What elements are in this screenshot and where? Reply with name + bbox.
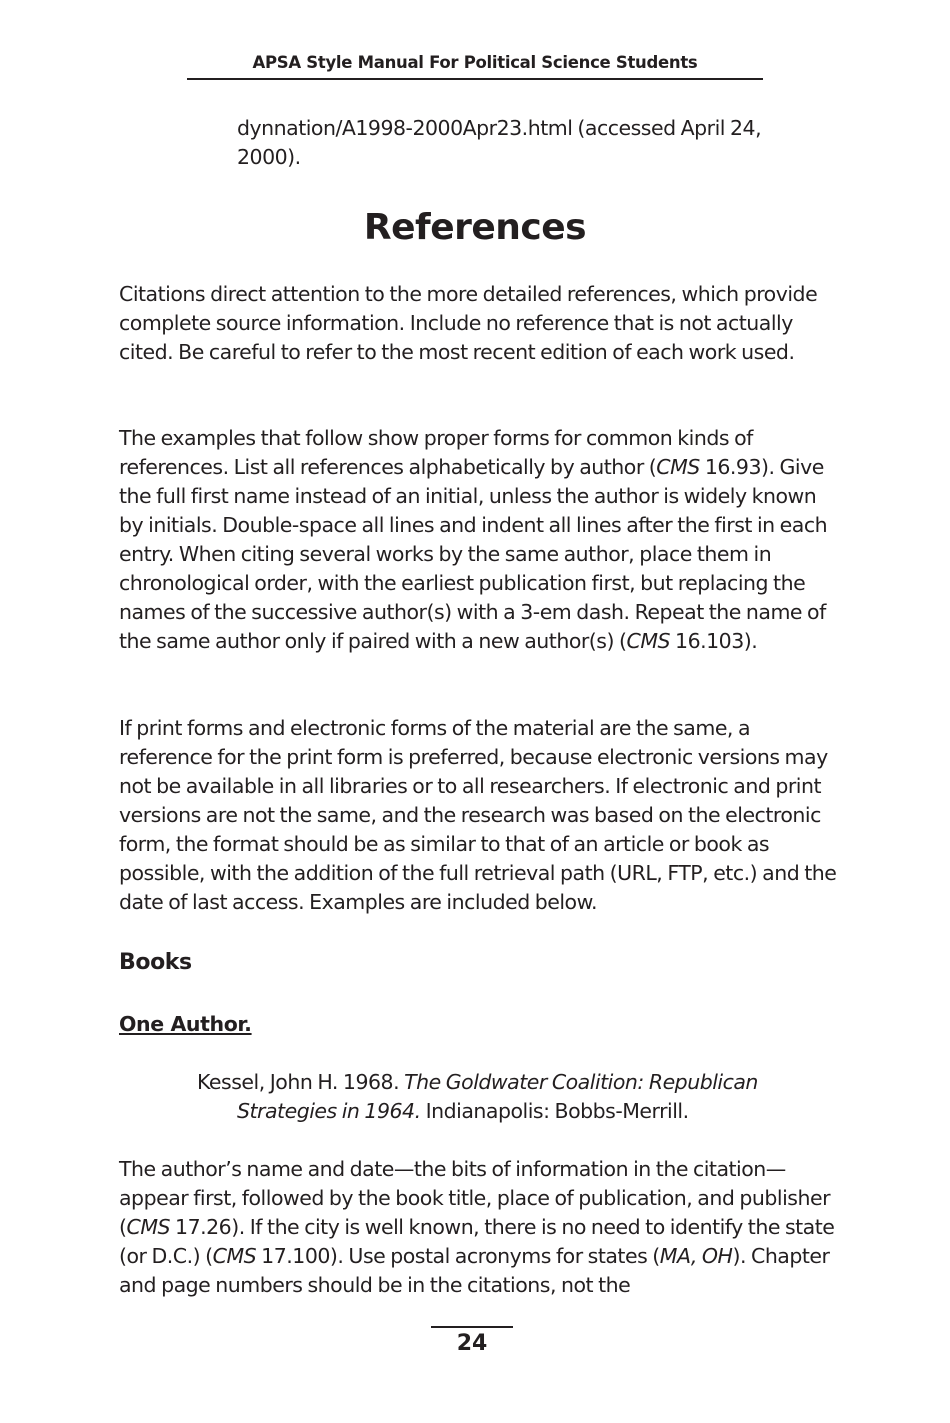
paragraph-print-electronic: If print forms and electronic forms of the material are the same, a reference for the print form is preferred, because electronic versions may not be available in all libraries or to all researchers. If electronic and print versions are not the same, and the research was based on the electronic form, the format should be as similar to that of an article or book as possible, with the addition of the full retrieval path (URL, FTP, etc.) and the date of last access. Examples are included below. bbox=[119, 716, 837, 914]
header-rule bbox=[187, 78, 763, 80]
paragraph-author-name-text-c: 17.100). Use postal acronyms for states ( bbox=[256, 1244, 660, 1268]
running-header: APSA Style Manual For Political Science Students bbox=[252, 53, 698, 72]
cms-abbrev: CMS bbox=[656, 455, 700, 479]
reference-example bbox=[197, 1068, 837, 1126]
cms-abbrev: CMS bbox=[626, 629, 671, 653]
paragraph-author-name bbox=[119, 1155, 839, 1300]
paragraph-author-name-text-d: ). Chapter and page numbers should be in the citations, not the bbox=[119, 1244, 830, 1297]
state-acronyms: MA, OH bbox=[659, 1244, 733, 1268]
section-title: References bbox=[363, 207, 587, 248]
page-number: 24 bbox=[456, 1331, 488, 1356]
paragraph-citations: Citations direct attention to the more detailed references, which provide complete source information. Include no reference that is not actually cited. Be careful to refer to the most recent edition of each work used. bbox=[119, 282, 818, 364]
continuation-text: dynnation/A1998-2000Apr23.html (accessed April 24, 2000). bbox=[237, 116, 762, 169]
reference-author-date: Kessel, John H. 1968. bbox=[197, 1070, 405, 1094]
footer-rule bbox=[431, 1326, 513, 1328]
paragraph-author-name-text-a: The author’s name and date—the bits of information in the citation—appear first, followed by the book title, place of publication, and publisher ( bbox=[119, 1157, 831, 1239]
reference-title: The Goldwater Coalition: Republican Strategies in 1964. bbox=[237, 1070, 758, 1123]
paragraph-author-name-text-b: 17.26). If the city is well known, there is no need to identify the state (or D.C.) ( bbox=[119, 1215, 835, 1268]
reference-publisher: Indianapolis: Bobbs-Merrill. bbox=[420, 1099, 689, 1123]
paragraph-examples-text-c: 16.103). bbox=[670, 629, 758, 653]
one-author-subheading: One Author. bbox=[119, 1012, 252, 1036]
paragraph-examples-text-b: 16.93). Give the full first name instead of an initial, unless the author is widely known by initials. Double-space all lines and indent all lines after the first in each entry. When citing several works by the same author, place them in chronological order, with the earliest publication first, but replacing the names of the successive author(s) with a 3-em dash. Repeat the name of the same author only if paired with a new author(s) ( bbox=[119, 455, 828, 653]
paragraph-examples bbox=[119, 424, 839, 656]
cms-abbrev: CMS bbox=[212, 1244, 257, 1268]
books-heading: Books bbox=[119, 950, 192, 975]
paragraph-examples-text-a: The examples that follow show proper forms for common kinds of references. List all references alphabetically by author ( bbox=[119, 426, 753, 479]
cms-abbrev: CMS bbox=[126, 1215, 171, 1239]
